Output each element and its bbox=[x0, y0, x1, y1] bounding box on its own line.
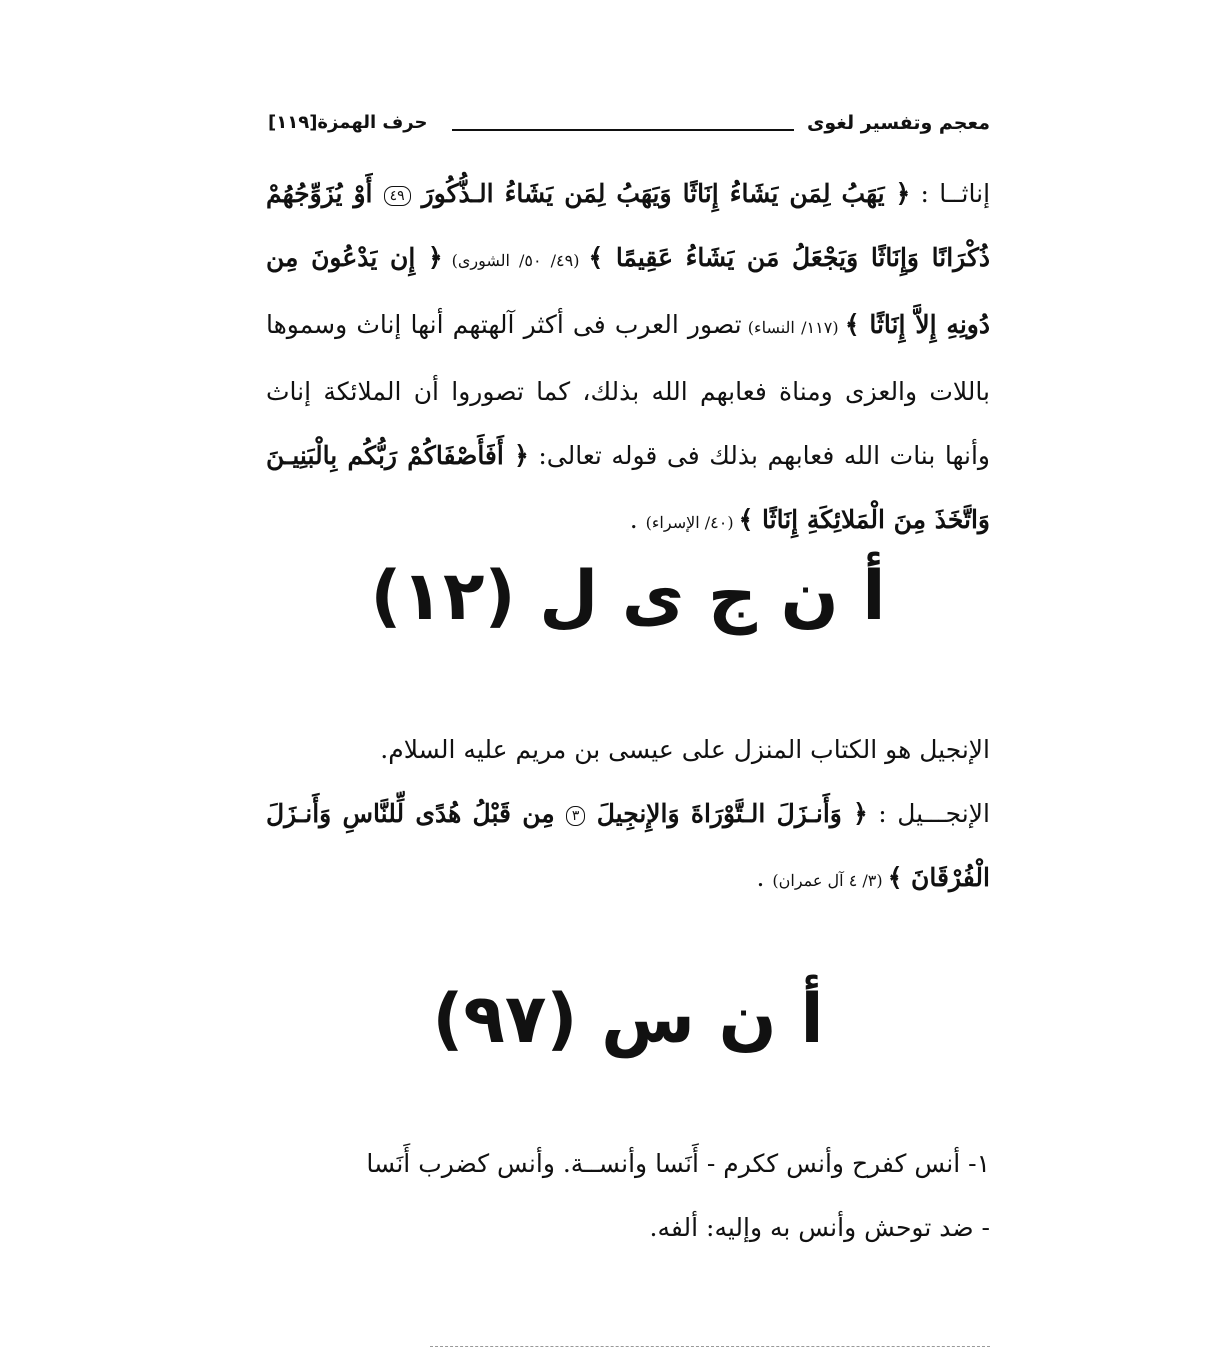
verse-reference: (٤٠/ الإسراء) bbox=[645, 513, 739, 532]
definition-line: - ضد توحش وأنس به وإليه: ألفه. bbox=[649, 1213, 990, 1242]
verse-reference: (٣/ ٤ آل عمران) bbox=[772, 871, 888, 890]
definition-line: ١- أنس كفرح وأنس ككرم - أَنَسا وأنســة. وأنس كضرب أَنَسا bbox=[366, 1149, 990, 1178]
sentence-end: . bbox=[629, 505, 646, 534]
term-label: إناثــا : bbox=[910, 179, 991, 208]
ayah-number-marker: ٣ bbox=[566, 806, 586, 826]
quran-verse: ﴿ إِن يَدْعُونَ مِن دُونِهِ إِلاَّ إِنَاثًا ﴾ bbox=[266, 243, 990, 339]
verse-reference: (٤٩/ ٥٠/ الشورى) bbox=[442, 251, 589, 270]
section-label: حرف الهمزة[١١٩] bbox=[268, 112, 428, 133]
header-rule bbox=[452, 129, 794, 131]
entry-paragraph bbox=[266, 782, 990, 913]
ayah-number-marker: ٤٩ bbox=[384, 186, 411, 206]
entry-uns-body bbox=[266, 1132, 990, 1260]
running-header bbox=[268, 112, 990, 146]
quran-verse: ﴿ وَأَنـزَلَ الـتَّوْرَاةَ وَالإِنجِيلَ bbox=[585, 799, 868, 828]
page-bottom-edge bbox=[430, 1346, 990, 1347]
quran-verse: أَوْ يُزَوِّجُهُمْ ذُكْرَانًا وَإِنَاثًا وَيَجْعَلُ مَن يَشَاءُ عَقِيمًا ﴾ bbox=[266, 179, 990, 272]
commentary-text: تصور العرب فى أكثر آلهتهم أنها إناث وسموها باللات والعزى ومناة فعابهم الله بذلك، كما تصوروا أن الملائكة إناث وأنها بنات الله فعابهم بذلك فى قوله تعالى: bbox=[266, 310, 990, 470]
book-title: معجم وتفسير لغوى bbox=[806, 112, 990, 134]
quran-verse: ﴿ أَفَأَصْفَاكُمْ رَبُّكُم بِالْبَنِيـنَ وَاتَّخَذَ مِنَ الْمَلائِكَةِ إِنَاثًا ﴾ bbox=[266, 441, 990, 534]
verse-reference: (١١٧/ النساء) bbox=[741, 318, 845, 337]
quran-verse: مِن قَبْلُ هُدًى لِّلنَّاسِ وَأَنـزَلَ الْفُرْقَانَ ﴾ bbox=[266, 799, 990, 892]
sentence-end: . bbox=[756, 863, 773, 892]
entry-paragraph bbox=[266, 162, 990, 555]
entry-continuation bbox=[266, 162, 990, 555]
entry-injil-body bbox=[266, 718, 990, 913]
term-label: الإنجـــيل : bbox=[867, 799, 990, 828]
entry-heading-injil: أ ن ج ى ل (١٢) bbox=[370, 557, 886, 636]
quran-verse: ﴿ يَهَبُ لِمَن يَشَاءُ إِنَاثًا وَيَهَبُ لِمَن يَشَاءُ الـذُّكُورَ bbox=[410, 179, 911, 208]
definition-line: الإنجيل هو الكتاب المنزل على عيسى بن مريم عليه السلام. bbox=[380, 735, 990, 764]
entry-heading-uns: أ ن س (٩٧) bbox=[432, 980, 824, 1059]
